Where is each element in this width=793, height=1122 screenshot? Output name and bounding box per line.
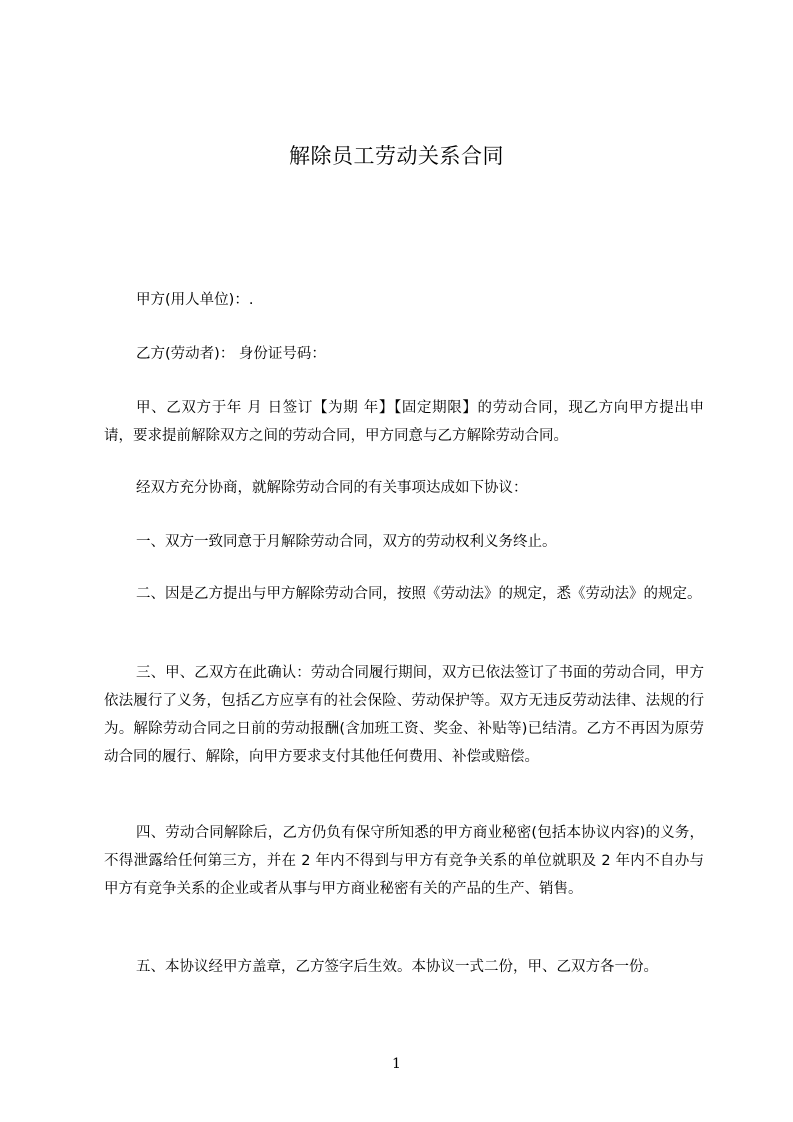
page-number: 1	[392, 1056, 401, 1072]
clause-4: 四、劳动合同解除后，乙方仍负有保守所知悉的甲方商业秘密(包括本协议内容)的义务，不得泄露给任何第三方，并在 2 年内不得到与甲方有竞争关系的单位就职及 2 年内不自办与甲方有竞争关系的企业或者从事与甲方商业秘密有关的产品的生产、销售。	[104, 825, 704, 897]
clause-5: 五、本协议经甲方盖章，乙方签字后生效。本协议一式二份，甲、乙双方各一份。	[136, 959, 658, 975]
party-b-line: 乙方(劳动者)： 身份证号码：	[136, 346, 326, 362]
clause-1: 一、双方一致同意于月解除劳动合同，双方的劳动权利义务终止。	[136, 534, 557, 550]
clause-3: 三、甲、乙双方在此确认：劳动合同履行期间，双方已依法签订了书面的劳动合同，甲方依法履行了义务，包括乙方应享有的社会保险、劳动保护等。双方无违反劳动法律、法规的行为。解除劳动合同之日前的劳动报酬(含加班工资、奖金、补贴等)已结清。乙方不再因为原劳动合同的履行、解除，向甲方要求支付其他任何费用、补偿或赔偿。	[104, 665, 704, 765]
party-a-line: 甲方(用人单位)：.	[136, 292, 254, 308]
document-title: 解除员工劳动关系合同	[289, 144, 504, 168]
agreement-intro-paragraph: 经双方充分协商，就解除劳动合同的有关事项达成如下协议：	[136, 480, 528, 496]
background-paragraph: 甲、乙双方于年 月 日签订【为期 年】【固定期限】的劳动合同，现乙方向甲方提出申请，要求提前解除双方之间的劳动合同，甲方同意与乙方解除劳动合同。	[104, 400, 704, 444]
clause-2: 二、因是乙方提出与甲方解除劳动合同，按照《劳动法》的规定，悉《劳动法》的规定。	[136, 586, 702, 602]
